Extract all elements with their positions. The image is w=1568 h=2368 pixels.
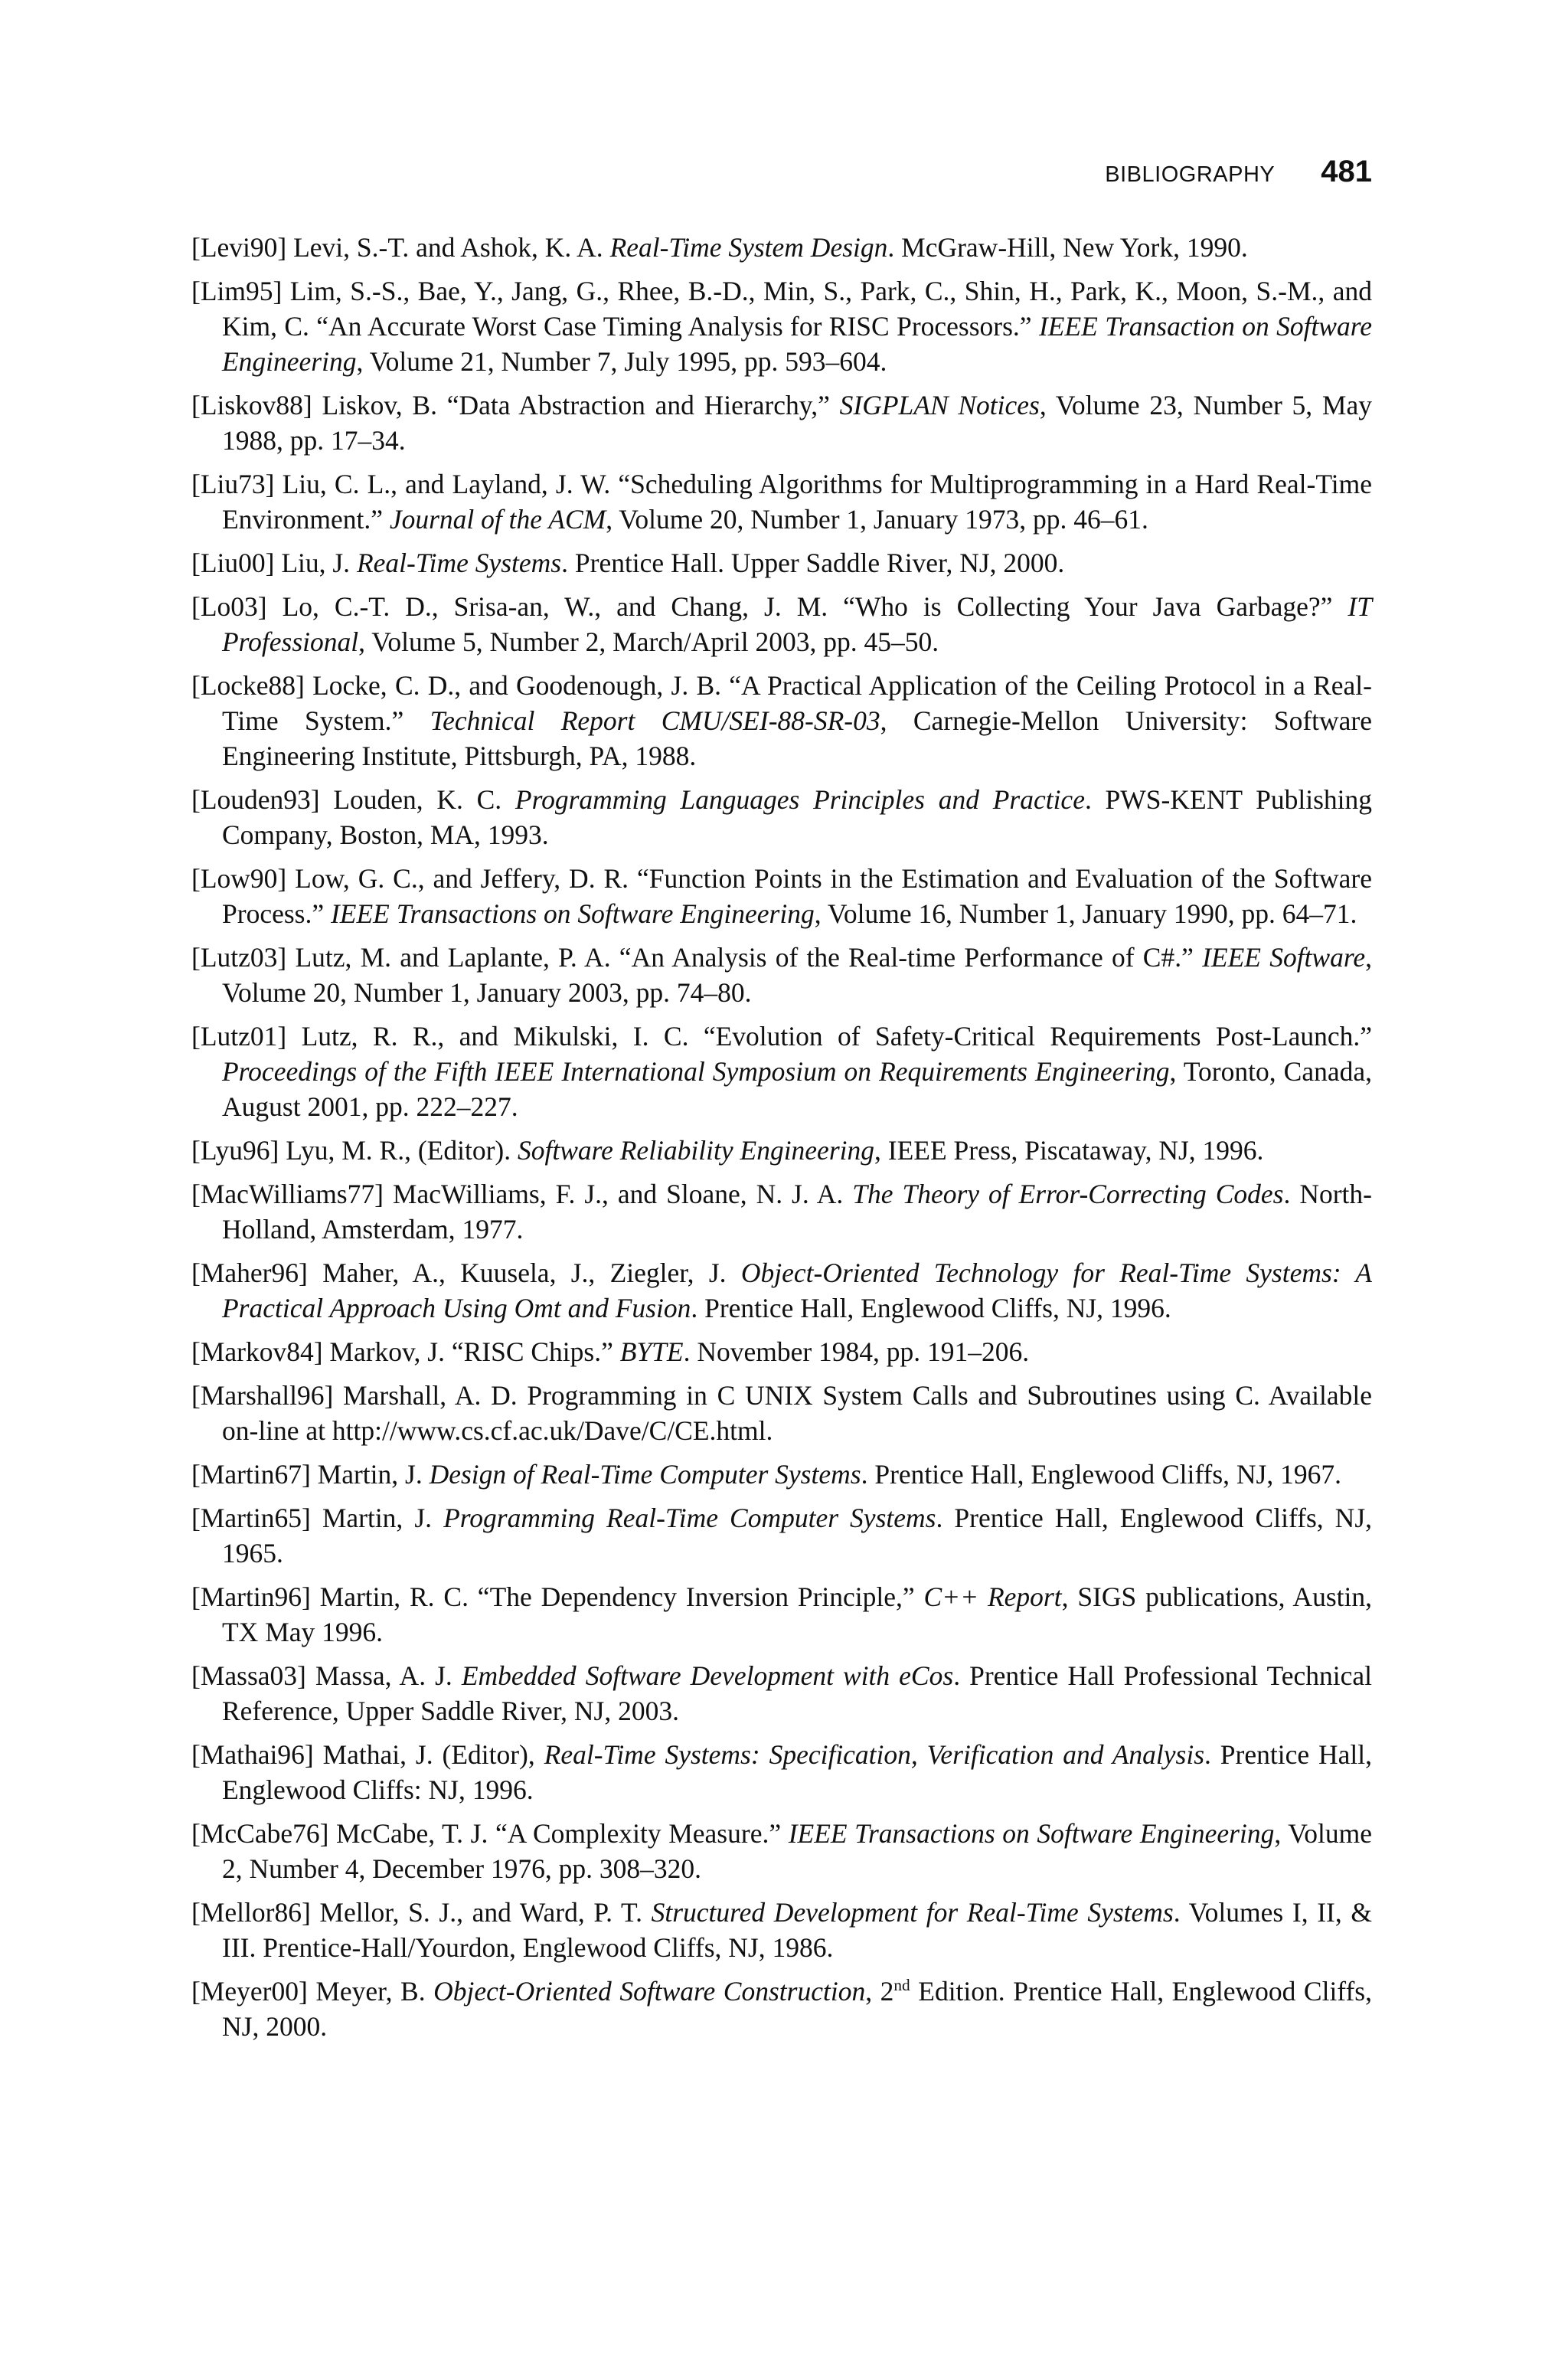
entry-text: [Martin96] Martin, R. C. “The Dependency Inversion Principle,”: [191, 1581, 924, 1612]
entry-title-italic: Journal of the ACM: [389, 504, 606, 535]
entry-title-italic: BYTE: [619, 1336, 684, 1367]
entry-title-italic: Programming Languages Principles and Practice: [514, 784, 1085, 815]
entry-text: [McCabe76] McCabe, T. J. “A Complexity Measure.”: [191, 1818, 789, 1849]
entry-title-italic: Technical Report CMU/SEI-88-SR-03: [430, 705, 880, 736]
entry-text: [Mellor86] Mellor, S. J., and Ward, P. T.: [191, 1897, 652, 1928]
entry-title-italic: Software Reliability Engineering: [517, 1135, 874, 1166]
entry-text: , Volume 21, Number 7, July 1995, pp. 593–604.: [356, 346, 887, 377]
entry-text: . North-Holland, Amsterdam, 1977.: [222, 1179, 1372, 1245]
entry-title-italic: IEEE Software: [1202, 942, 1366, 973]
bib-entry-lutz01: [191, 1019, 1372, 1124]
entry-title-italic: Structured Development for Real-Time Systems: [651, 1897, 1174, 1928]
entry-title-italic: IT Professional: [222, 591, 1372, 657]
entry-text: . Prentice Hall. Upper Saddle River, NJ, 2000.: [561, 548, 1065, 578]
entry-text: [Massa03] Massa, A. J.: [191, 1660, 462, 1691]
entry-text: [Maher96] Maher, A., Kuusela, J., Ziegler, J.: [191, 1258, 741, 1288]
entry-text: [Liskov88] Liskov, B. “Data Abstraction and Hierarchy,”: [191, 390, 840, 420]
bib-entry-lim95: [191, 273, 1372, 379]
entry-text: , Volume 5, Number 2, March/April 2003, pp. 45–50.: [358, 626, 939, 657]
page-number: 481: [1321, 155, 1372, 188]
entry-text: , SIGS publications, Austin, TX May 1996.: [222, 1581, 1372, 1647]
entry-title-italic: Embedded Software Development with eCos: [461, 1660, 954, 1691]
entry-text: . McGraw-Hill, New York, 1990.: [887, 232, 1248, 263]
bib-entry-martin65: [191, 1500, 1372, 1571]
entry-text: . Prentice Hall, Englewood Cliffs, NJ, 1996.: [691, 1293, 1171, 1323]
entry-text: , Toronto, Canada, August 2001, pp. 222–227.: [222, 1056, 1372, 1122]
entry-title-italic: IEEE Transaction on Software Engineering: [222, 311, 1372, 377]
running-title: BIBLIOGRAPHY: [1105, 162, 1276, 187]
entry-text: Edition. Prentice Hall, Englewood Cliffs, NJ, 2000.: [222, 1976, 1373, 2042]
entry-text: [Lutz01] Lutz, R. R., and Mikulski, I. C. “Evolution of Safety-Critical Requirements Post-Launch.”: [191, 1021, 1372, 1052]
entry-title-italic: Design of Real-Time Computer Systems: [429, 1459, 861, 1490]
bib-entry-marshall96: [191, 1378, 1372, 1448]
entry-text: , Volume 20, Number 1, January 1973, pp. 46–61.: [606, 504, 1148, 535]
bib-entry-lo03: [191, 589, 1372, 659]
entry-text: [Markov84] Markov, J. “RISC Chips.”: [191, 1336, 620, 1367]
entry-text: . Prentice Hall, Englewood Cliffs, NJ, 1965.: [222, 1503, 1373, 1568]
entry-title-italic: SIGPLAN Notices: [839, 390, 1040, 420]
bib-entry-low90: [191, 861, 1372, 931]
entry-text: . November 1984, pp. 191–206.: [683, 1336, 1030, 1367]
entry-text: [Levi90] Levi, S.-T. and Ashok, K. A.: [191, 232, 610, 263]
superscript: nd: [893, 1976, 910, 1995]
entry-title-italic: The Theory of Error-Correcting Codes: [852, 1179, 1284, 1209]
entry-title-italic: Real-Time Systems: [356, 548, 562, 578]
entry-text: [Meyer00] Meyer, B.: [191, 1976, 434, 2007]
bibliography-list: [191, 230, 1372, 2052]
bib-entry-meyer00: [191, 1974, 1372, 2044]
entry-text: [Lo03] Lo, C.-T. D., Srisa-an, W., and Chang, J. M. “Who is Collecting Your Java Garbage?”: [191, 591, 1348, 622]
entry-text: . Prentice Hall Professional Technical Reference, Upper Saddle River, NJ, 2003.: [222, 1660, 1372, 1726]
entry-text: [Louden93] Louden, K. C.: [191, 784, 515, 815]
entry-text: , Volume 2, Number 4, December 1976, pp. 308–320.: [222, 1818, 1372, 1884]
entry-title-italic: Object-Oriented Software Construction: [433, 1976, 866, 2007]
entry-text: [Lim95] Lim, S.-S., Bae, Y., Jang, G., Rhee, B.-D., Min, S., Park, C., Shin, H., Park, K., Moon, S.-M., and Kim, C. “An Accurate Worst Case Timing Analysis for RISC Processors.”: [191, 276, 1372, 342]
entry-text: [Low90] Low, G. C., and Jeffery, D. R. “Function Points in the Estimation and Evaluation of the Software Process.”: [191, 863, 1372, 929]
bib-entry-liu00: [191, 545, 1372, 581]
entry-title-italic: Proceedings of the Fifth IEEE International Symposium on Requirements Engineering: [222, 1056, 1170, 1087]
running-header: [191, 155, 1372, 189]
entry-text: [MacWilliams77] MacWilliams, F. J., and Sloane, N. J. A.: [191, 1179, 853, 1209]
entry-text: . Volumes I, II, & III. Prentice-Hall/Yourdon, Englewood Cliffs, NJ, 1986.: [222, 1897, 1372, 1963]
entry-text: , Volume 20, Number 1, January 2003, pp. 74–80.: [222, 942, 1372, 1008]
entry-text: , Volume 23, Number 5, May 1988, pp. 17–34.: [222, 390, 1372, 456]
entry-text: [Locke88] Locke, C. D., and Goodenough, J. B. “A Practical Application of the Ceiling Protocol in a Real-Time System.”: [191, 670, 1372, 736]
entry-text: , 2: [865, 1976, 894, 2007]
entry-text: [Marshall96] Marshall, A. D. Programming in C UNIX System Calls and Subroutines using C. Available on-line at http://www.cs.cf.ac.uk/Dave/C/CE.html.: [191, 1380, 1372, 1446]
entry-text: . Prentice Hall, Englewood Cliffs: NJ, 1996.: [222, 1739, 1372, 1805]
entry-text: [Liu00] Liu, J.: [191, 548, 357, 578]
entry-text: . Prentice Hall, Englewood Cliffs, NJ, 1967.: [861, 1459, 1341, 1490]
bib-entry-louden93: [191, 782, 1372, 852]
entry-text: [Martin65] Martin, J.: [191, 1503, 444, 1533]
bib-entry-liu73: [191, 466, 1372, 537]
entry-title-italic: IEEE Transactions on Software Engineering: [788, 1818, 1275, 1849]
entry-text: [Mathai96] Mathai, J. (Editor),: [191, 1739, 544, 1770]
entry-text: [Martin67] Martin, J.: [191, 1459, 430, 1490]
entry-title-italic: Real-Time Systems: Specification, Verification and Analysis: [544, 1739, 1205, 1770]
entry-title-italic: Object-Oriented Technology for Real-Time Systems: A Practical Approach Using Omt and Fusion: [222, 1258, 1372, 1323]
entry-text: [Lyu96] Lyu, M. R., (Editor).: [191, 1135, 518, 1166]
entry-text: , IEEE Press, Piscataway, NJ, 1996.: [874, 1135, 1264, 1166]
entry-text: . PWS-KENT Publishing Company, Boston, MA, 1993.: [222, 784, 1373, 850]
entry-title-italic: Programming Real-Time Computer Systems: [443, 1503, 936, 1533]
entry-title-italic: Real-Time System Design: [609, 232, 888, 263]
bib-entry-mccabe76: [191, 1816, 1372, 1886]
bib-entry-massa03: [191, 1658, 1372, 1729]
entry-text: , Carnegie-Mellon University: Software Engineering Institute, Pittsburgh, PA, 1988.: [222, 705, 1372, 771]
entry-title-italic: C++ Report: [923, 1581, 1062, 1612]
bib-entry-markov84: [191, 1334, 1372, 1369]
entry-text: [Lutz03] Lutz, M. and Laplante, P. A. “An Analysis of the Real-time Performance of C#.”: [191, 942, 1203, 973]
bib-entry-martin96: [191, 1579, 1372, 1650]
bib-entry-locke88: [191, 668, 1372, 774]
bib-entry-liskov88: [191, 388, 1372, 458]
bib-entry-lyu96: [191, 1133, 1372, 1168]
bib-entry-maher96: [191, 1255, 1372, 1326]
entry-text: , Volume 16, Number 1, January 1990, pp. 64–71.: [814, 898, 1357, 929]
bib-entry-mellor86: [191, 1895, 1372, 1965]
entry-text: [Liu73] Liu, C. L., and Layland, J. W. “Scheduling Algorithms for Multiprogramming in a Hard Real-Time Environment.”: [191, 469, 1372, 535]
bib-entry-levi90: [191, 230, 1372, 265]
bib-entry-macwilliams77: [191, 1176, 1372, 1247]
entry-title-italic: IEEE Transactions on Software Engineering: [330, 898, 815, 929]
bib-entry-mathai96: [191, 1737, 1372, 1807]
bib-entry-lutz03: [191, 940, 1372, 1010]
bib-entry-martin67: [191, 1457, 1372, 1492]
